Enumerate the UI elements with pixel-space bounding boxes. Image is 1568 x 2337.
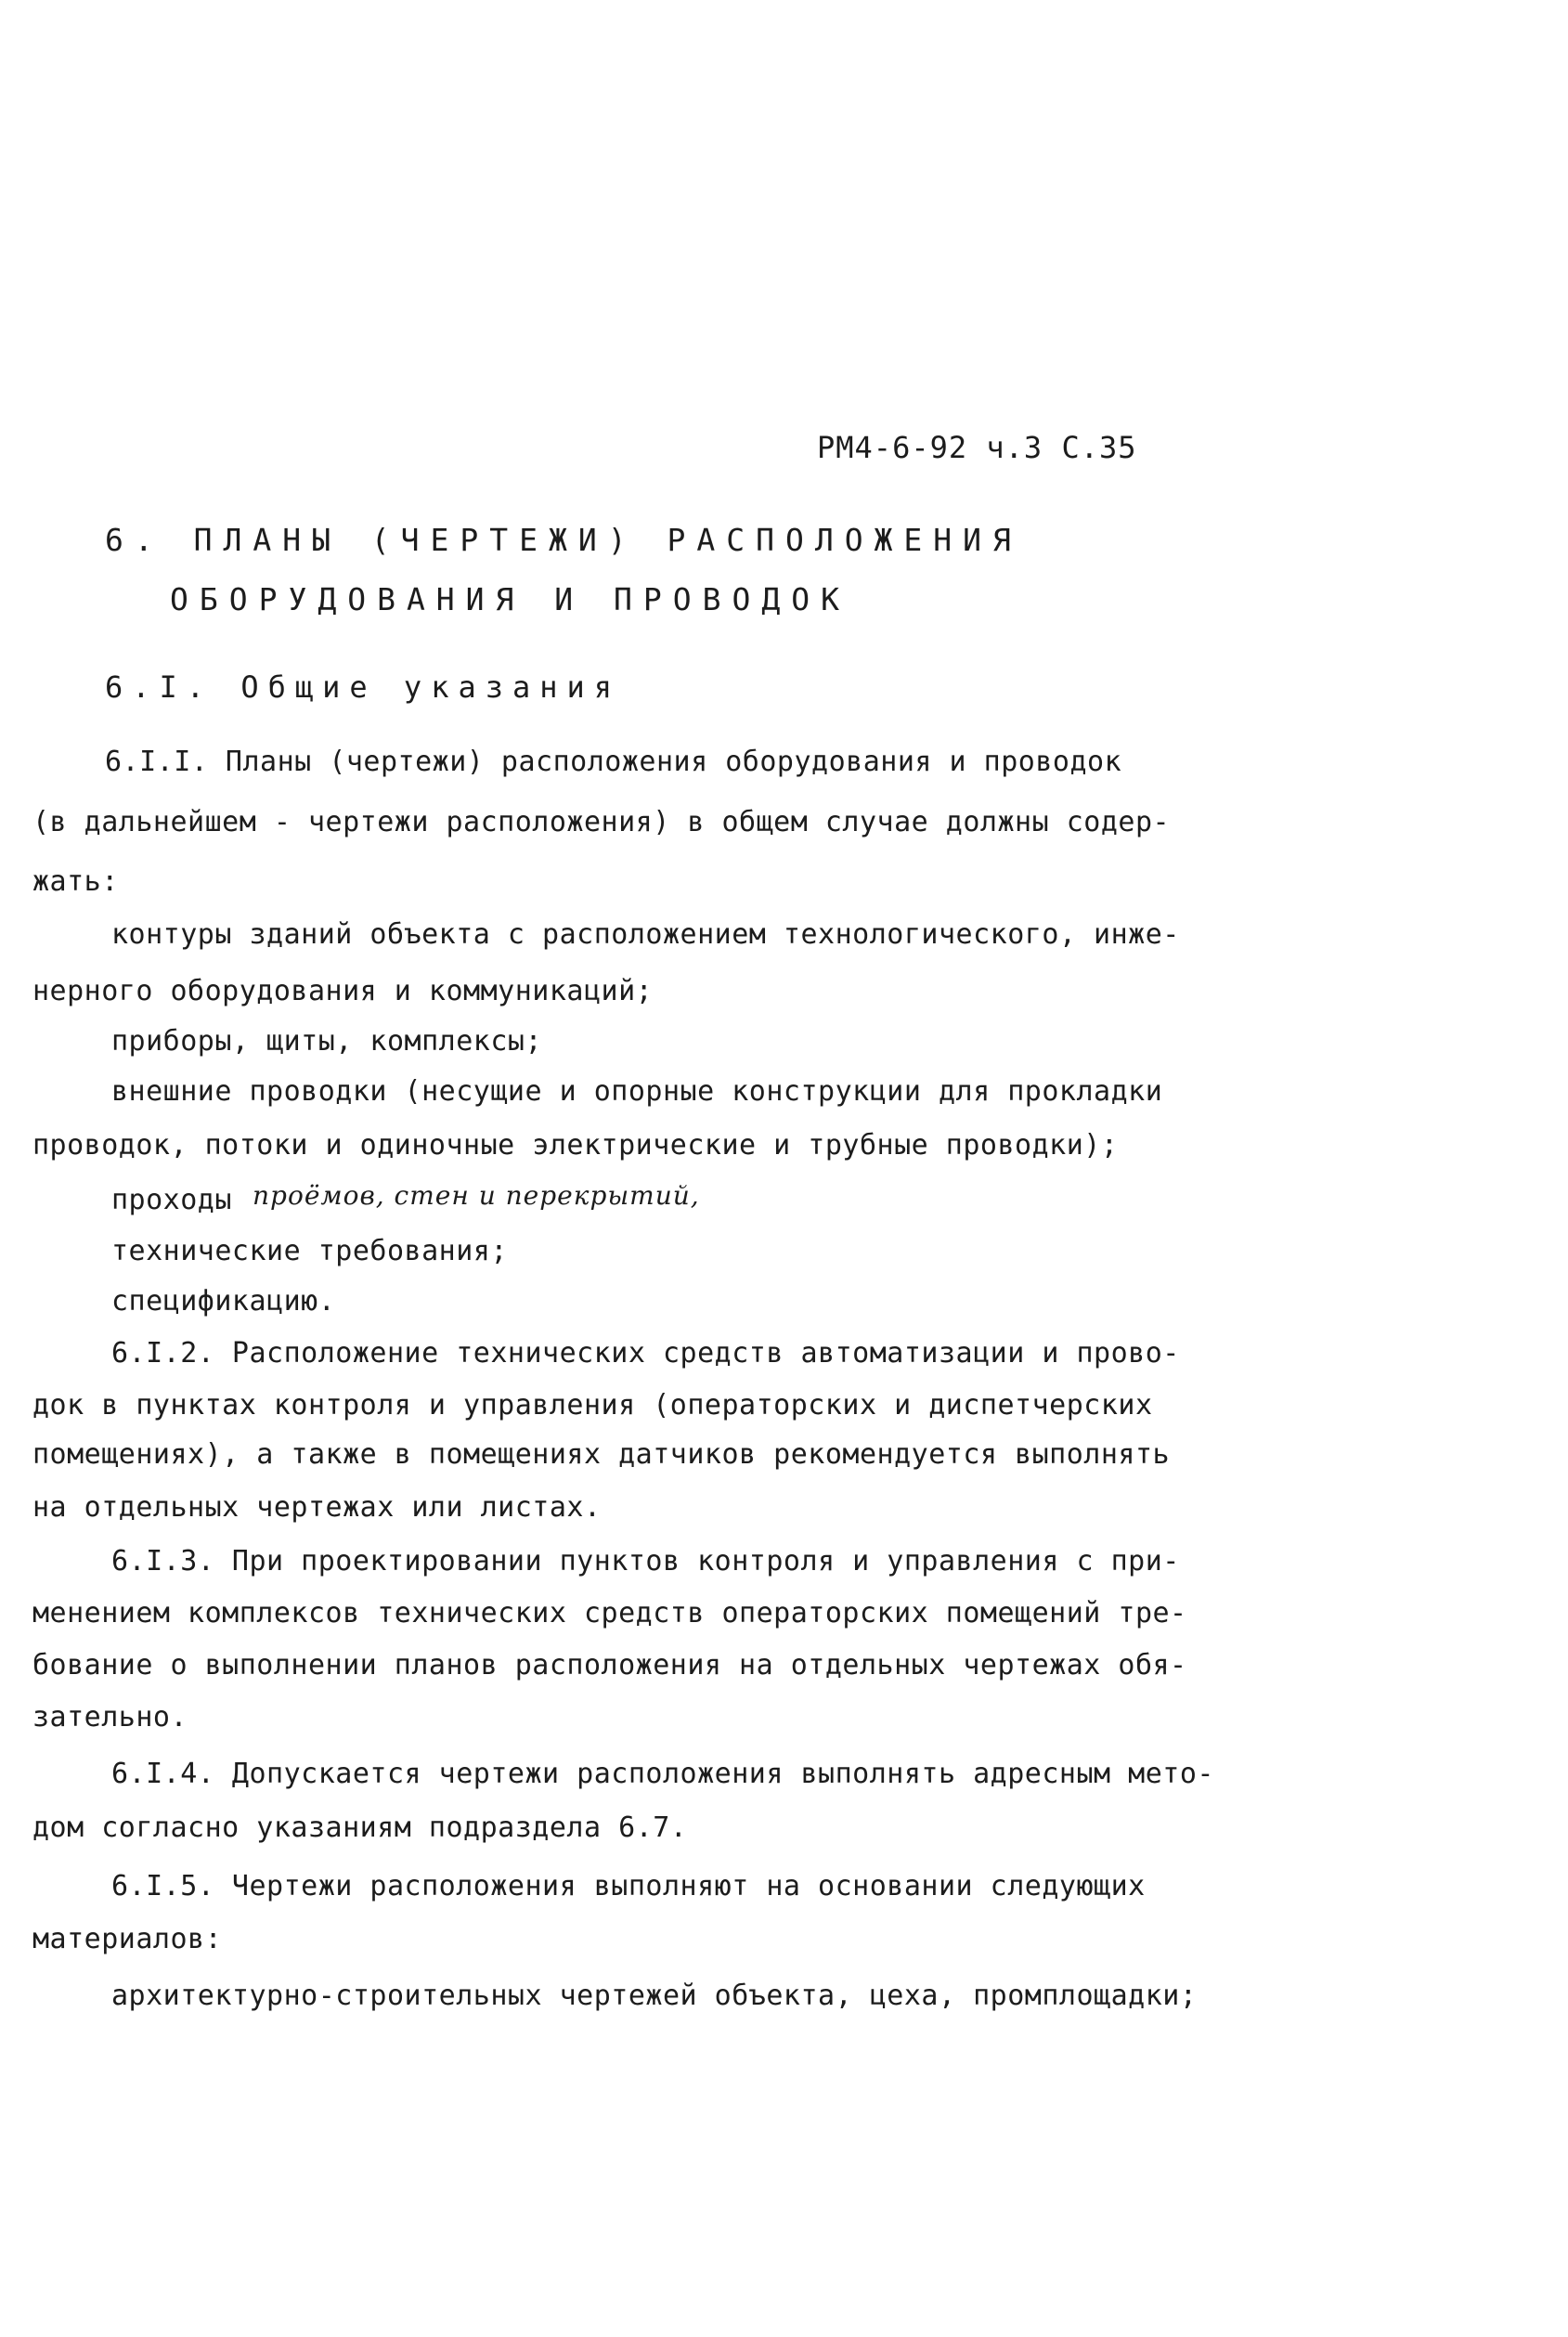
list-item-line: нерного оборудования и коммуникаций; xyxy=(32,975,654,1007)
list-item-line: проводок, потоки и одиночные электрические и трубные проводки); xyxy=(32,1129,1119,1162)
handwritten-insert: проёмов, стен и перекрытий, xyxy=(253,1180,700,1211)
paragraph-line: помещениях), а также в помещениях датчиков рекомендуется выполнять xyxy=(32,1438,1171,1471)
list-item-line: технические требования; xyxy=(111,1235,508,1267)
paragraph-line: 6.I.I. Планы (чертежи) расположения оборудования и проводок xyxy=(105,746,1122,778)
paragraph-line: менением комплексов технических средств операторских помещений тре- xyxy=(32,1597,1187,1629)
paragraph-line: жать: xyxy=(32,865,119,898)
list-item-line: приборы, щиты, комплексы; xyxy=(111,1025,543,1058)
subsection-title: 6.I. Общие указания xyxy=(105,669,622,705)
paragraph-line: (в дальнейшем - чертежи расположения) в общем случае должны содер- xyxy=(32,806,1171,838)
paragraph-line: дом согласно указаниям подраздела 6.7. xyxy=(32,1811,688,1844)
list-item-line: контуры зданий объекта с расположением технологического, инже- xyxy=(111,918,1180,951)
section-title-line-1: 6. ПЛАНЫ (ЧЕРТЕЖИ) РАСПОЛОЖЕНИЯ xyxy=(105,522,1022,558)
paragraph-line: зательно. xyxy=(32,1701,188,1733)
paragraph-line: на отдельных чертежах или листах. xyxy=(32,1491,602,1524)
paragraph-line: 6.I.4. Допускается чертежи расположения выполнять адресным мето- xyxy=(111,1758,1214,1790)
list-item-line: архитектурно-строительных чертежей объекта, цеха, промплощадки; xyxy=(111,1980,1198,2012)
document-reference: РМ4-6-92 ч.3 С.35 xyxy=(817,430,1137,465)
paragraph-line: бование о выполнении планов расположения на отдельных чертежах обя- xyxy=(32,1649,1187,1681)
paragraph-line: 6.I.3. При проектировании пунктов контроля и управления с при- xyxy=(111,1545,1180,1577)
section-title-line-2: ОБОРУДОВАНИЯ И ПРОВОДОК xyxy=(170,581,850,617)
list-item-line: внешние проводки (несущие и опорные конструкции для прокладки xyxy=(111,1075,1163,1108)
paragraph-line: 6.I.2. Расположение технических средств автоматизации и прово- xyxy=(111,1337,1180,1370)
paragraph-line: материалов: xyxy=(32,1923,223,1955)
list-item-line: спецификацию. xyxy=(111,1285,336,1318)
paragraph-line: док в пунктах контроля и управления (операторских и диспетчерских xyxy=(32,1389,1153,1422)
paragraph-line: 6.I.5. Чертежи расположения выполняют на основании следующих xyxy=(111,1870,1146,1902)
list-item-line: проходы xyxy=(111,1184,232,1216)
